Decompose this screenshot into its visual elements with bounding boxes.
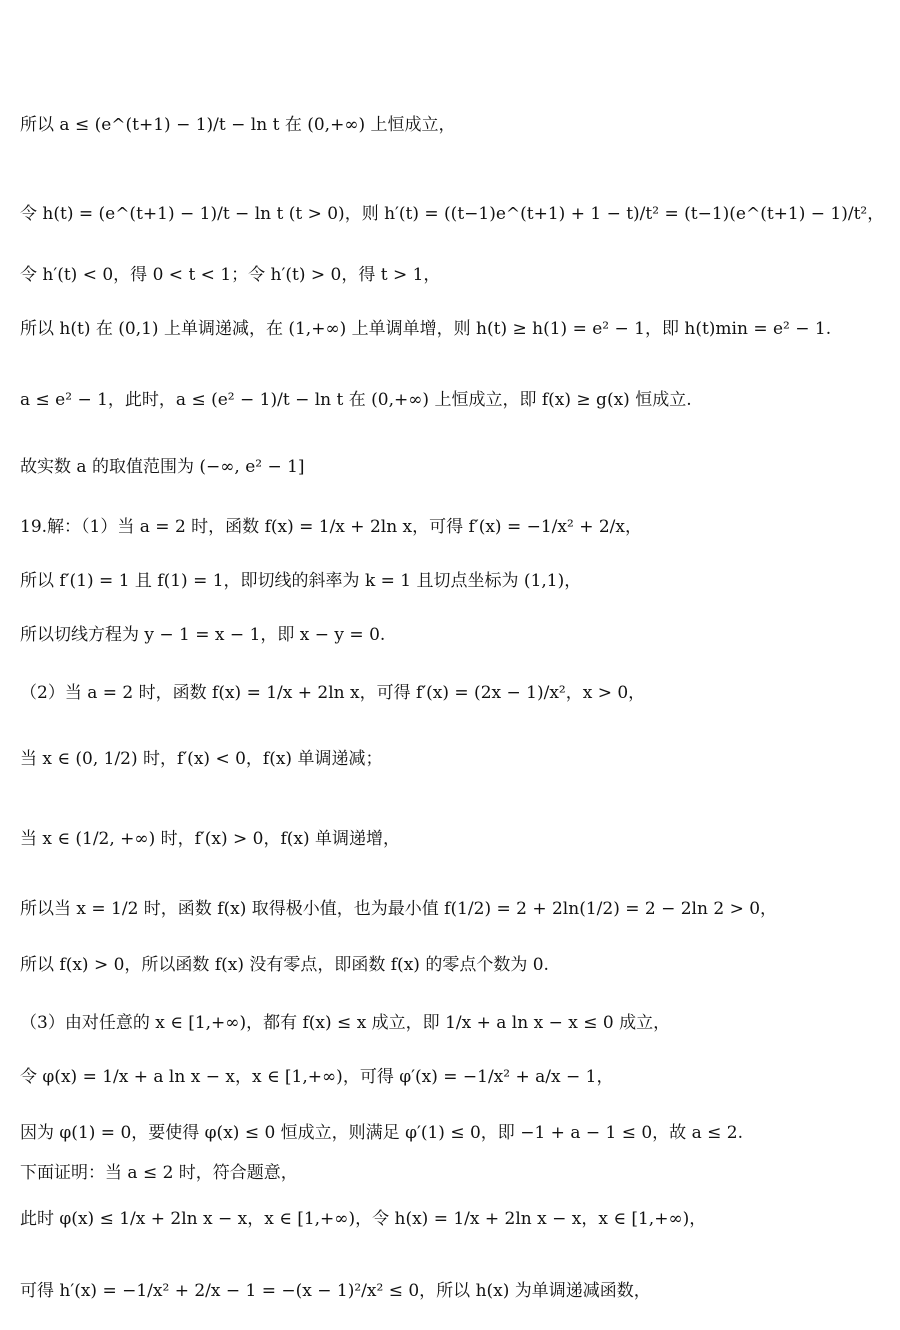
text-line: 令 h(t) = (e^(t+1) − 1)/t − ln t (t > 0)，则 h′(t) = ((t−1)e^(t+1) + 1 − t)/t² = (t−1)(e^(t+1) − 1)/t²， (20, 204, 885, 224)
text-line: （2）当 a = 2 时，函数 f(x) = 1/x + 2ln x，可得 f′(x) = (2x − 1)/x²，x > 0， (20, 683, 646, 703)
text-line: 所以 a ≤ (e^(t+1) − 1)/t − ln t 在 (0,+∞) 上恒成立， (20, 115, 456, 135)
text-line: a ≤ e² − 1，此时，a ≤ (e² − 1)/t − ln t 在 (0,+∞) 上恒成立，即 f(x) ≥ g(x) 恒成立. (20, 390, 692, 410)
text-line: 所以当 x = 1/2 时，函数 f(x) 取得极小值，也为最小值 f(1/2) = 2 + 2ln(1/2) = 2 − 2ln 2 > 0， (20, 899, 778, 919)
text-line: 当 x ∈ (0, 1/2) 时，f′(x) < 0，f(x) 单调递减； (20, 749, 383, 769)
text-line: 下面证明：当 a ≤ 2 时，符合题意， (20, 1163, 298, 1183)
text-line: 所以 f(x) > 0，所以函数 f(x) 没有零点，即函数 f(x) 的零点个数为 0. (20, 955, 549, 975)
text-line: 令 h′(t) < 0，得 0 < t < 1；令 h′(t) > 0，得 t > 1， (20, 265, 441, 285)
text-line: 令 φ(x) = 1/x + a ln x − x，x ∈ [1,+∞)，可得 φ′(x) = −1/x² + a/x − 1， (20, 1067, 614, 1087)
text-line: 当 x ∈ (1/2, +∞) 时，f′(x) > 0，f(x) 单调递增， (20, 829, 401, 849)
text-line: 可得 h′(x) = −1/x² + 2/x − 1 = −(x − 1)²/x² ≤ 0，所以 h(x) 为单调递减函数， (20, 1281, 651, 1301)
text-line: 19.解：（1）当 a = 2 时，函数 f(x) = 1/x + 2ln x，可得 f′(x) = −1/x² + 2/x， (20, 517, 642, 537)
text-line: 所以切线方程为 y − 1 = x − 1，即 x − y = 0. (20, 625, 386, 645)
text-line: 故实数 a 的取值范围为 (−∞, e² − 1] (20, 457, 305, 477)
text-line: （3）由对任意的 x ∈ [1,+∞)，都有 f(x) ≤ x 成立，即 1/x + a ln x − x ≤ 0 成立， (20, 1013, 671, 1033)
text-line: 此时 φ(x) ≤ 1/x + 2ln x − x，x ∈ [1,+∞)，令 h(x) = 1/x + 2ln x − x，x ∈ [1,+∞)， (20, 1209, 707, 1229)
text-line: 所以 h(t) 在 (0,1) 上单调递减，在 (1,+∞) 上单调单增，则 h(t) ≥ h(1) = e² − 1，即 h(t)min = e² − 1. (20, 319, 832, 339)
text-line: 因为 φ(1) = 0，要使得 φ(x) ≤ 0 恒成立，则满足 φ′(1) ≤ 0，即 −1 + a − 1 ≤ 0，故 a ≤ 2. (20, 1123, 743, 1143)
text-line: 所以 f′(1) = 1 且 f(1) = 1，即切线的斜率为 k = 1 且切点坐标为 (1,1)， (20, 571, 582, 591)
